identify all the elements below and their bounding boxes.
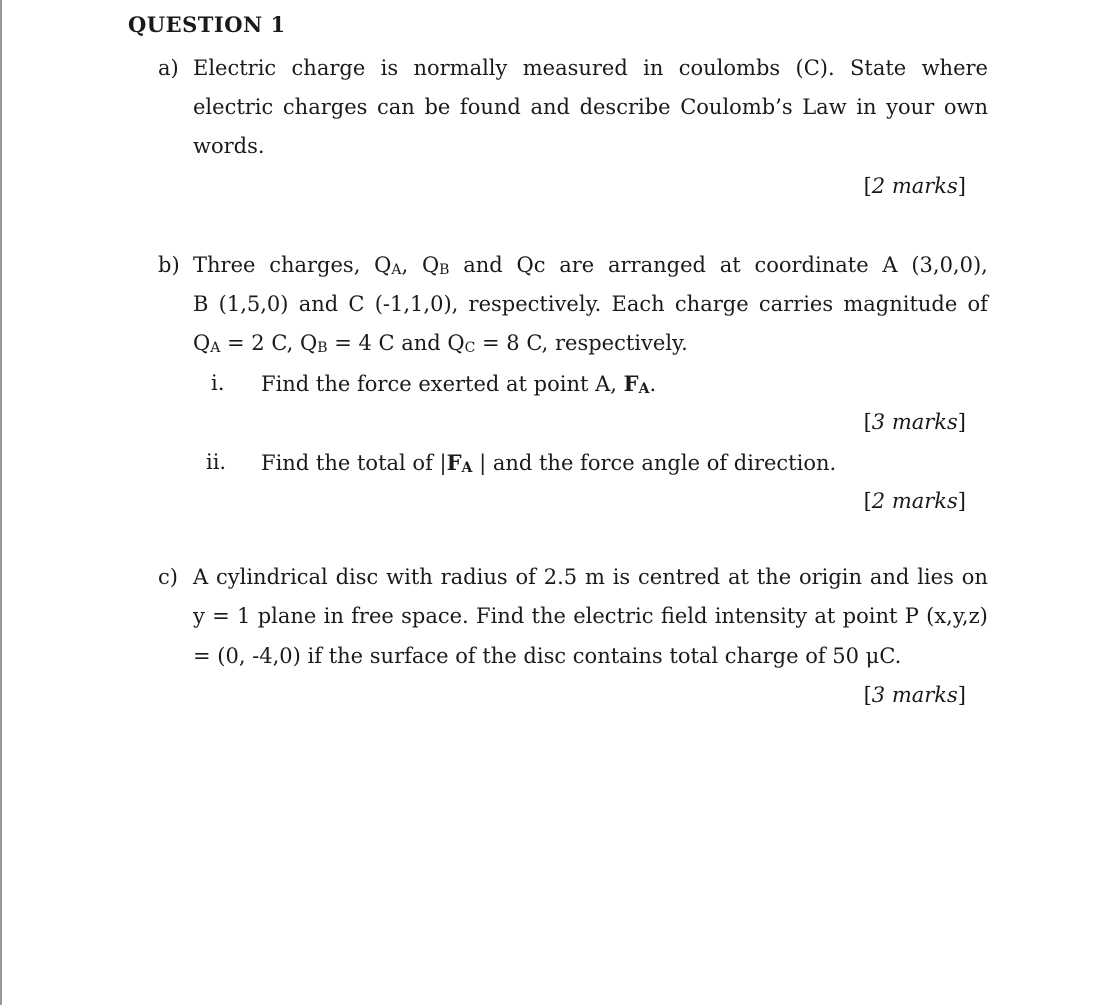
sub-question-i-text: Find the force exerted at point A, FA. [261, 371, 657, 397]
sub-question-ii-marks: [2 marks] [863, 489, 966, 513]
word: B [193, 292, 209, 316]
word: own [943, 95, 988, 119]
word: electric [573, 604, 654, 628]
word: m [584, 565, 605, 589]
word: plane [257, 604, 317, 628]
word: origin [798, 565, 863, 589]
part-b-line-2 [193, 292, 988, 316]
part-b-line-1: Three charges, QA, QB and Qc are arranged at coordinate A (3,0,0), [193, 253, 988, 278]
word: charges [282, 95, 368, 119]
word: (1,5,0) [218, 292, 289, 316]
word: at [727, 565, 749, 589]
word: disc [335, 565, 379, 589]
part-c-line-1 [193, 565, 988, 589]
word: point [842, 604, 898, 628]
word: 2.5 [543, 565, 578, 589]
word: at [814, 604, 836, 628]
word: found [459, 95, 521, 119]
part-a-line-1 [193, 56, 988, 80]
word: of [967, 292, 988, 316]
word: lies [917, 565, 954, 589]
word: on [961, 565, 988, 589]
word: (-1,1,0), [374, 292, 459, 316]
word: normally [413, 56, 508, 80]
word: your [886, 95, 935, 119]
word: Each [611, 292, 665, 316]
part-c-marks: [3 marks] [863, 683, 966, 707]
word: = [212, 604, 230, 628]
word: electric [193, 95, 274, 119]
word: (x,y,z) [926, 604, 988, 628]
word: of [515, 565, 536, 589]
word: charge [674, 292, 749, 316]
word: and [869, 565, 910, 589]
word: A [193, 565, 209, 589]
word: magnitude [843, 292, 958, 316]
part-c-label: c) [158, 565, 178, 589]
sub-question-ii-numeral: ii. [206, 450, 227, 474]
part-c-line-3: = (0, -4,0) if the surface of the disc contains total charge of 50 μC. [193, 644, 902, 668]
word: (C). [795, 56, 835, 80]
part-b-line-3: QA = 2 C, QB = 4 C and QC = 8 C, respectively. [193, 331, 688, 356]
word: 1 [237, 604, 251, 628]
word: C [348, 292, 365, 316]
word: respectively. [468, 292, 602, 316]
part-a-line-3: words. [193, 134, 265, 158]
word: is [380, 56, 399, 80]
word: charge [291, 56, 366, 80]
word: space. [401, 604, 469, 628]
word: in [856, 95, 877, 119]
word: coulombs [678, 56, 781, 80]
word: Electric [193, 56, 277, 80]
word: Find [476, 604, 525, 628]
part-a-marks: [2 marks] [863, 174, 966, 198]
sub-question-i-marks: [3 marks] [863, 410, 966, 434]
word: in [323, 604, 344, 628]
word: Law [802, 95, 847, 119]
word: can [377, 95, 415, 119]
sub-question-i-numeral: i. [211, 371, 225, 395]
sub-question-ii-text: Find the total of |FA | and the force angle of direction. [261, 450, 837, 476]
word: the [756, 565, 792, 589]
word: free [351, 604, 394, 628]
word: the [531, 604, 566, 628]
word: Coulomb’s [680, 95, 793, 119]
word: measured [522, 56, 628, 80]
part-b-label: b) [158, 253, 180, 277]
part-a-label: a) [158, 56, 179, 80]
word: carries [758, 292, 834, 316]
word: where [921, 56, 988, 80]
word: be [424, 95, 451, 119]
word: field [660, 604, 708, 628]
word: and [298, 292, 339, 316]
word: intensity [714, 604, 808, 628]
word: P [904, 604, 919, 628]
word: is [612, 565, 631, 589]
word: radius [440, 565, 508, 589]
part-c-line-2 [193, 604, 988, 628]
word: in [643, 56, 664, 80]
word: State [850, 56, 907, 80]
word: centred [638, 565, 721, 589]
word: with [386, 565, 433, 589]
word: cylindrical [216, 565, 328, 589]
word: and [530, 95, 570, 119]
question-title: QUESTION 1 [128, 12, 286, 37]
part-a-line-2 [193, 95, 988, 119]
word: y [193, 604, 205, 628]
word: describe [579, 95, 671, 119]
page-left-edge [0, 0, 2, 1005]
